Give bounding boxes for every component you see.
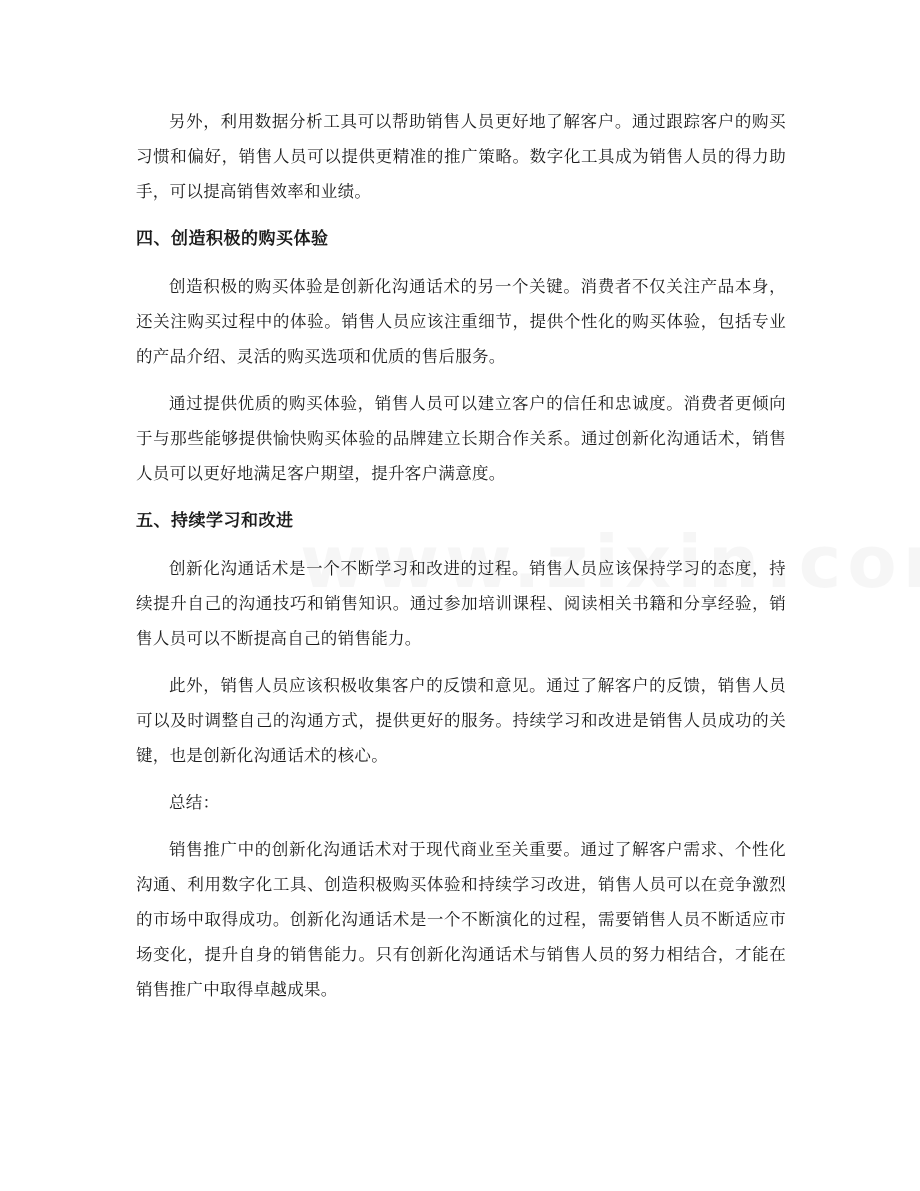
heading-section-4: 四、创造积极的购买体验 <box>136 229 329 249</box>
paragraph-continuous-learning: 创新化沟通话术是一个不断学习和改进的过程。销售人员应该保持学习的态度，持续提升自己的沟通技巧和销售知识。通过参加培训课程、阅读相关书籍和分享经验，销售人员可以不断提高自己的销售能力。 <box>136 559 786 648</box>
paragraph-feedback: 此外，销售人员应该积极收集客户的反馈和意见。通过了解客户的反馈，销售人员可以及时调整自己的沟通方式，提供更好的服务。持续学习和改进是销售人员成功的关键，也是创新化沟通话术的核心。 <box>136 676 786 765</box>
paragraph-data-tools: 另外，利用数据分析工具可以帮助销售人员更好地了解客户。通过跟踪客户的购买习惯和偏好，销售人员可以提供更精准的推广策略。数字化工具成为销售人员的得力助手，可以提高销售效率和业绩。 <box>136 112 786 201</box>
heading-section-5: 五、持续学习和改进 <box>136 511 294 531</box>
document-body <box>136 104 786 1007</box>
paragraph-trust-loyalty: 通过提供优质的购买体验，销售人员可以建立客户的信任和忠诚度。消费者更倾向于与那些能够提供愉快购买体验的品牌建立长期合作关系。通过创新化沟通话术，销售人员可以更好地满足客户期望，提升客户满意度。 <box>136 394 786 483</box>
summary-label: 总结： <box>169 793 220 812</box>
paragraph-purchase-experience: 创造积极的购买体验是创新化沟通话术的另一个关键。消费者不仅关注产品本身，还关注购买过程中的体验。销售人员应该注重细节，提供个性化的购买体验，包括专业的产品介绍、灵活的购买选项和优质的售后服务。 <box>136 277 786 366</box>
paragraph-summary: 销售推广中的创新化沟通话术对于现代商业至关重要。通过了解客户需求、个性化沟通、利用数字化工具、创造积极购买体验和持续学习改进，销售人员可以在竞争激烈的市场中取得成功。创新化沟通话术是一个不断演化的过程，需要销售人员不断适应市场变化，提升自身的销售能力。只有创新化沟通话术与销售人员的努力相结合，才能在销售推广中取得卓越成果。 <box>136 840 786 999</box>
